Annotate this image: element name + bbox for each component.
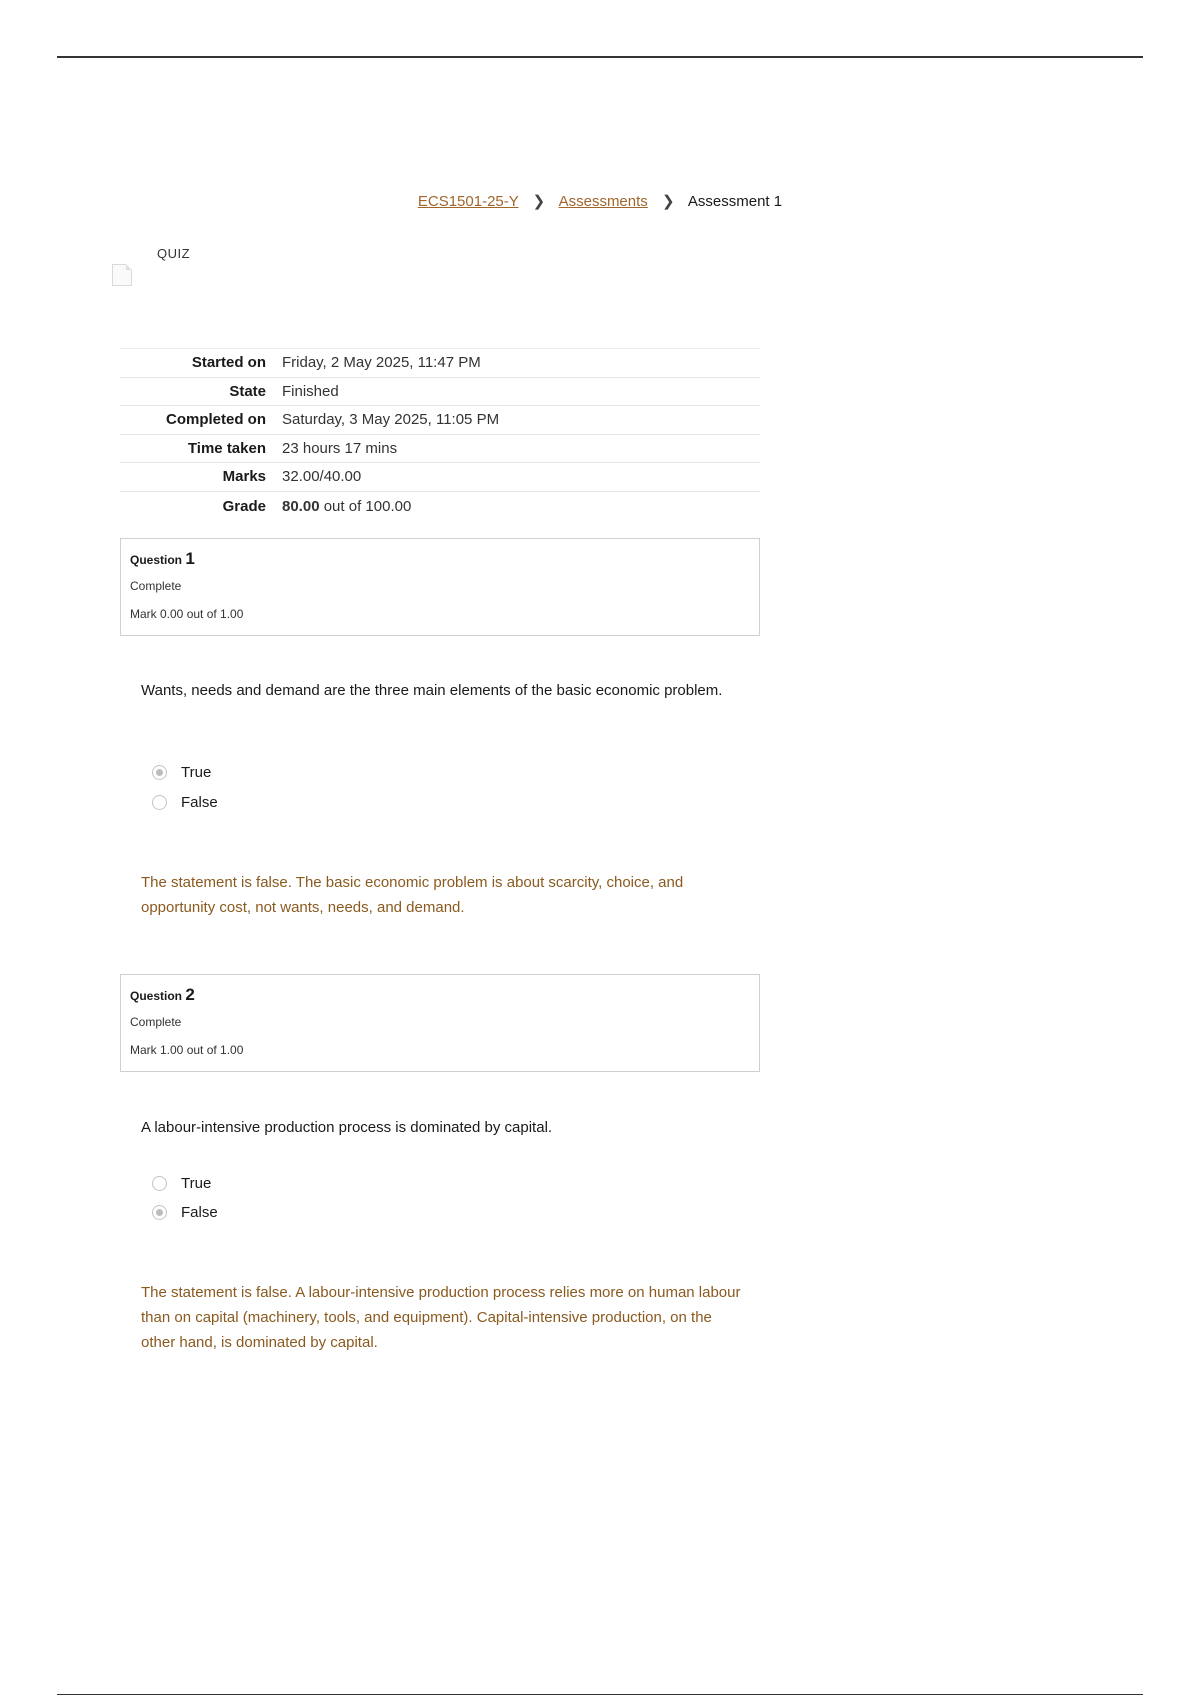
summary-label: Grade — [222, 498, 266, 516]
question-number-value: 1 — [185, 549, 195, 568]
summary-row-completed-on — [120, 406, 760, 435]
answer-option-false[interactable] — [152, 792, 218, 812]
summary-label: Started on — [191, 354, 266, 372]
question-text-1: Wants, needs and demand are the three main elements of the basic economic problem. — [141, 682, 723, 699]
summary-label: Completed on — [166, 411, 266, 429]
module-type-label: QUIZ — [157, 246, 191, 261]
radio-button-icon[interactable] — [152, 795, 167, 810]
summary-value — [282, 491, 760, 522]
document-icon — [112, 264, 132, 286]
answer-option-false[interactable] — [152, 1202, 218, 1222]
question-label: Question — [130, 989, 183, 1003]
question-info-2 — [120, 974, 760, 1072]
chevron-right-icon: ❯ — [532, 193, 546, 210]
question-number — [130, 985, 195, 1005]
question-number — [130, 549, 195, 569]
question-mark: Mark 0.00 out of 1.00 — [130, 607, 244, 621]
answer-option-true[interactable] — [152, 1173, 211, 1193]
summary-value: Friday, 2 May 2025, 11:47 PM — [282, 354, 481, 372]
radio-button-icon[interactable] — [152, 765, 167, 780]
answer-option-label: False — [181, 1203, 218, 1221]
summary-row-time-taken — [120, 434, 760, 463]
breadcrumb-current: Assessment 1 — [687, 193, 783, 210]
answer-option-true[interactable] — [152, 762, 211, 782]
answer-option-label: True — [181, 763, 212, 781]
question-number-value: 2 — [185, 985, 195, 1004]
summary-label: State — [229, 382, 266, 400]
summary-value: 32.00/40.00 — [282, 468, 362, 486]
breadcrumb-assessments-link[interactable]: Assessments — [558, 193, 648, 210]
answer-option-label: True — [181, 1174, 212, 1192]
summary-value: Finished — [282, 382, 339, 400]
breadcrumb — [0, 192, 1200, 210]
radio-button-icon[interactable] — [152, 1176, 167, 1191]
question-state: Complete — [130, 579, 182, 593]
answer-option-label: False — [181, 793, 218, 811]
breadcrumb-course-link[interactable]: ECS1501-25-Y — [417, 193, 519, 210]
summary-value: 23 hours 17 mins — [282, 439, 398, 457]
question-feedback-2: The statement is false. A labour-intensive production process relies more on human labour than on capital (machinery, tools, and equipment). Capital-intensive production, on the other hand, is dominated by capital. — [141, 1284, 741, 1351]
header-rule — [57, 56, 1143, 58]
question-feedback-1: The statement is false. The basic economic problem is about scarcity, choice, and opportunity cost, not wants, needs, and demand. — [141, 874, 684, 916]
question-text-2: A labour-intensive production process is dominated by capital. — [141, 1119, 553, 1136]
question-state: Complete — [130, 1015, 182, 1029]
radio-button-icon[interactable] — [152, 1205, 167, 1220]
question-mark: Mark 1.00 out of 1.00 — [130, 1043, 244, 1057]
summary-row-grade — [120, 491, 760, 522]
summary-label: Marks — [222, 468, 266, 486]
summary-label: Time taken — [187, 439, 266, 457]
footer-rule — [57, 1694, 1143, 1695]
grade-score: 80.00 — [282, 498, 320, 516]
attempt-summary-table — [120, 348, 760, 522]
chevron-right-icon: ❯ — [661, 193, 675, 210]
summary-row-started-on — [120, 349, 760, 378]
summary-row-state — [120, 377, 760, 406]
question-info-1 — [120, 538, 760, 636]
grade-out-of: out of 100.00 — [323, 498, 412, 516]
summary-row-marks — [120, 463, 760, 492]
question-label: Question — [130, 553, 183, 567]
summary-value: Saturday, 3 May 2025, 11:05 PM — [282, 411, 500, 429]
